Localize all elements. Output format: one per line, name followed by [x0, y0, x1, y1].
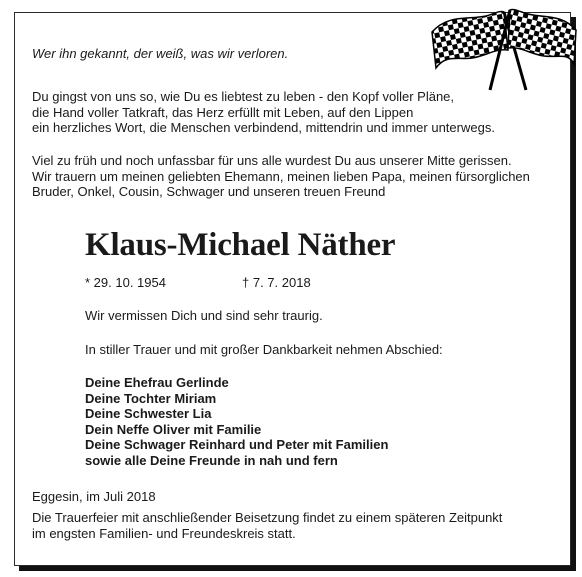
paragraph-line: Du gingst von uns so, wie Du es liebtest zu leben - den Kopf voller Pläne,	[32, 89, 455, 104]
checkered-flags-icon	[428, 4, 580, 94]
mourner-item: Deine Schwager Reinhard und Peter mit Familien	[85, 437, 389, 452]
paragraph-line: die Hand voller Tatkraft, das Herz erfüllt mit Leben, auf den Lippen	[32, 104, 414, 120]
paragraph-intro	[32, 89, 495, 136]
deceased-name: Klaus-Michael Näther	[85, 227, 396, 263]
place-date: Eggesin, im Juli 2018	[32, 489, 156, 504]
paragraph-mourning	[32, 153, 530, 200]
mourners-list	[85, 375, 388, 468]
birth-date: * 29. 10. 1954	[85, 275, 166, 290]
death-date: † 7. 7. 2018	[242, 275, 311, 290]
mourner-item: Deine Schwester Lia	[85, 406, 212, 421]
paragraph-line: ein herzliches Wort, die Menschen verbindend, mittendrin und immer unterwegs.	[32, 120, 495, 135]
farewell-line: In stiller Trauer und mit großer Dankbarkeit nehmen Abschied:	[85, 342, 443, 357]
mourner-item: Deine Ehefrau Gerlinde	[85, 375, 229, 390]
miss-line: Wir vermissen Dich und sind sehr traurig.	[85, 308, 323, 323]
mourner-item: Deine Tochter Miriam	[85, 390, 217, 406]
motto: Wer ihn gekannt, der weiß, was wir verloren.	[32, 46, 289, 61]
paragraph-line: Bruder, Onkel, Cousin, Schwager und unseren treuen Freund	[32, 184, 386, 199]
mourner-item: sowie alle Deine Freunde in nah und fern	[85, 452, 338, 468]
mourner-item: Dein Neffe Oliver mit Familie	[85, 421, 262, 437]
funeral-line: im engsten Familien- und Freundeskreis statt.	[32, 525, 296, 541]
frame-shadow-bottom	[19, 566, 576, 571]
paragraph-line: Viel zu früh und noch unfassbar für uns alle wurdest Du aus unserer Mitte gerissen.	[32, 153, 512, 168]
funeral-notice	[32, 510, 502, 541]
paragraph-line: Wir trauern um meinen geliebten Ehemann, meinen lieben Papa, meinen fürsorglichen	[32, 168, 530, 184]
frame-shadow-right	[571, 17, 576, 571]
funeral-line: Die Trauerfeier mit anschließender Beisetzung findet zu einem späteren Zeitpunkt	[32, 510, 503, 525]
